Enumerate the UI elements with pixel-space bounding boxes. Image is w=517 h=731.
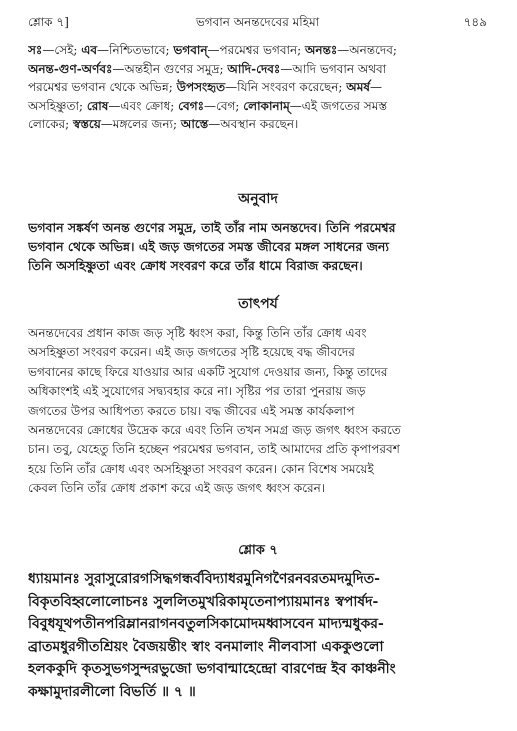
purport-line: অসহিষ্ণুতা সংবরণ করেন। এই জড় জগতের সৃষ্টি হয়েছে বদ্ধ জীবদের	[28, 345, 355, 360]
synonym-term: লোকানাম্	[243, 98, 290, 113]
synonym-term: রোষ	[86, 98, 109, 113]
synonym-meaning: —বেগ;	[203, 98, 244, 113]
purport-line: অনন্তদেবের প্রধান কাজ জড় সৃষ্টি ধ্বংস করা, কিন্তু তিনি তাঁর ক্রোধ এবং	[28, 326, 367, 340]
synonym-meaning: লোকের;	[28, 117, 73, 131]
synonym-term: ভগবান্	[173, 43, 208, 57]
synonyms-text	[28, 41, 488, 134]
synonym-term: অনন্ত-গুণ-অর্ণবঃ	[28, 61, 113, 76]
verse-line: হলককুদি কৃতসুভগসুন্দরভুজো ভগবান্মাহেন্দ্রো বারণেন্দ্র ইব কাঞ্চনীং	[28, 661, 396, 677]
sanskrit-verse	[28, 568, 488, 703]
translation-line: ভগবান থেকে অভিন্ন। এই জড় জগতের সমস্ত জীবের মঙ্গল সাধনের জন্য	[28, 239, 389, 254]
translation-line: ভগবান সঙ্কর্ষণ অনন্ত গুণের সমুদ্র, তাই তাঁর নাম অনন্তদেব। তিনি পরমেশ্বর	[28, 220, 396, 235]
synonym-meaning: —যিনি সংবরণ করেছেন;	[225, 80, 347, 94]
synonym-meaning: অসহিষ্ণুতা;	[28, 98, 87, 113]
purport-line: কেবল তিনি তাঁর ক্রোধ প্রকাশ করে এই জড় জগৎ ধ্বংস করেন।	[28, 481, 326, 496]
purport-line: জগতের উপর আধিপত্য করতে চায়। বদ্ধ জীবের এই সমস্ত কার্যকলাপ	[28, 403, 355, 418]
synonym-meaning: —পরমেশ্বর ভগবান;	[207, 43, 306, 57]
purport-text	[28, 324, 488, 499]
synonym-line	[28, 97, 488, 116]
synonym-term: বেগঃ	[178, 98, 204, 113]
synonym-meaning: —অনন্তদেব;	[337, 43, 397, 57]
synonym-term: অমর্ষ	[346, 80, 370, 94]
synonym-line	[28, 60, 488, 79]
header-chapter-title: ভগবান অনন্তদেবের মহিমা	[195, 15, 320, 29]
translation-section	[28, 187, 488, 275]
synonym-meaning: —এবং ক্রোধ;	[108, 98, 179, 113]
synonym-meaning: —অবস্থান করছেন।	[208, 117, 299, 131]
synonym-line	[28, 41, 488, 60]
synonym-meaning: —এই জগতের সমস্ত	[289, 98, 387, 113]
synonym-meaning: —আদি ভগবান অথবা	[280, 61, 387, 76]
synonyms-section	[28, 41, 488, 134]
verse-heading: শ্লোক ৭	[238, 543, 278, 558]
verse-line: ধ্যায়মানঃ সুরাসুরোরগসিদ্ধগন্ধর্ববিদ্যাধরমুনিগণৈরনবরতমদমুদিত-	[28, 571, 380, 587]
synonym-term: সঃ	[28, 43, 43, 57]
synonym-meaning: —মঙ্গলের জন্য;	[100, 117, 181, 131]
verse-line: কক্ষামুদারলীলো বিভর্তি ॥ ৭ ॥	[28, 683, 196, 700]
page-header	[28, 14, 487, 32]
header-page-number: ৭৪৯	[463, 15, 487, 29]
synonym-term: আস্তে	[180, 117, 209, 131]
synonym-meaning: —অন্তহীন গুণের সমুদ্র;	[112, 61, 228, 76]
synonym-term: উপসংহৃত	[176, 80, 226, 94]
synonym-term: অনন্তঃ	[305, 43, 338, 57]
purport-section	[28, 292, 488, 499]
header-verse-reference: শ্লোক ৭]	[28, 15, 69, 29]
purport-line: ভগবানের কাছে ফিরে যাওয়ার আর একটি সুযোগ দেওয়ার জন্য, কিন্তু তাদের	[28, 364, 388, 379]
synonym-meaning: —নিশ্চিতভাবে;	[97, 43, 174, 57]
synonym-line	[28, 78, 488, 97]
synonym-meaning: —	[369, 80, 382, 94]
purport-line: হয়ে তিনি তাঁর ক্রোধ এবং অসহিষ্ণুতা সংবরণ করেন। কোন বিশেষ সময়েই	[28, 461, 374, 476]
verse-line: বিবুধযূথপতীনপরিম্লানরাগনবতুলসিকামোদমধ্বাসবেন মাদ্যন্মধুকর-	[28, 616, 384, 632]
purport-line: চান। তবু, যেহেতু তিনি হচ্ছেন পরমেশ্বর ভগবান, তাই আমাদের প্রতি কৃপাপরবশ	[28, 442, 400, 457]
translation-line: তিনি অসহিষ্ণুতা এবং ক্রোধ সংবরণ করে তাঁর ধামে বিরাজ করছেন।	[28, 258, 363, 273]
synonym-term: আদি-দেবঃ	[227, 61, 281, 76]
synonym-term: এব	[81, 43, 98, 57]
translation-heading: অনুবাদ	[238, 191, 278, 207]
synonym-line	[28, 115, 488, 134]
purport-line: অধিকাংশই এই সুযোগের সদ্ব্যবহার করে না। সৃষ্টির পর তারা পুনরায় জড়	[28, 384, 366, 399]
translation-text	[28, 218, 488, 275]
purport-heading: তাৎপর্য	[238, 296, 278, 312]
purport-line: অনন্তদেবের ক্রোধের উদ্রেক করে এবং তিনি তখন সমগ্র জড় জগৎ ধ্বংস করতে	[28, 423, 401, 438]
verse-line: বিকৃতবিহ্বলোলোচনঃ সুললিতমুখরিকামৃতেনাপ্যায়মানঃ স্বপার্ষদ-	[28, 593, 379, 610]
verse-section	[28, 541, 488, 703]
synonym-term: স্বস্তয়ে	[72, 117, 101, 131]
verse-line: ব্রাতমধুরগীতশ্রিয়ং বৈজয়ন্তীং স্বাং বনমালাং নীলবাসা এককুণ্ডলো	[28, 638, 384, 655]
synonym-meaning: —সেই;	[42, 43, 82, 57]
synonym-meaning: পরমেশ্বর ভগবান থেকে অভিন্ন;	[28, 80, 177, 94]
